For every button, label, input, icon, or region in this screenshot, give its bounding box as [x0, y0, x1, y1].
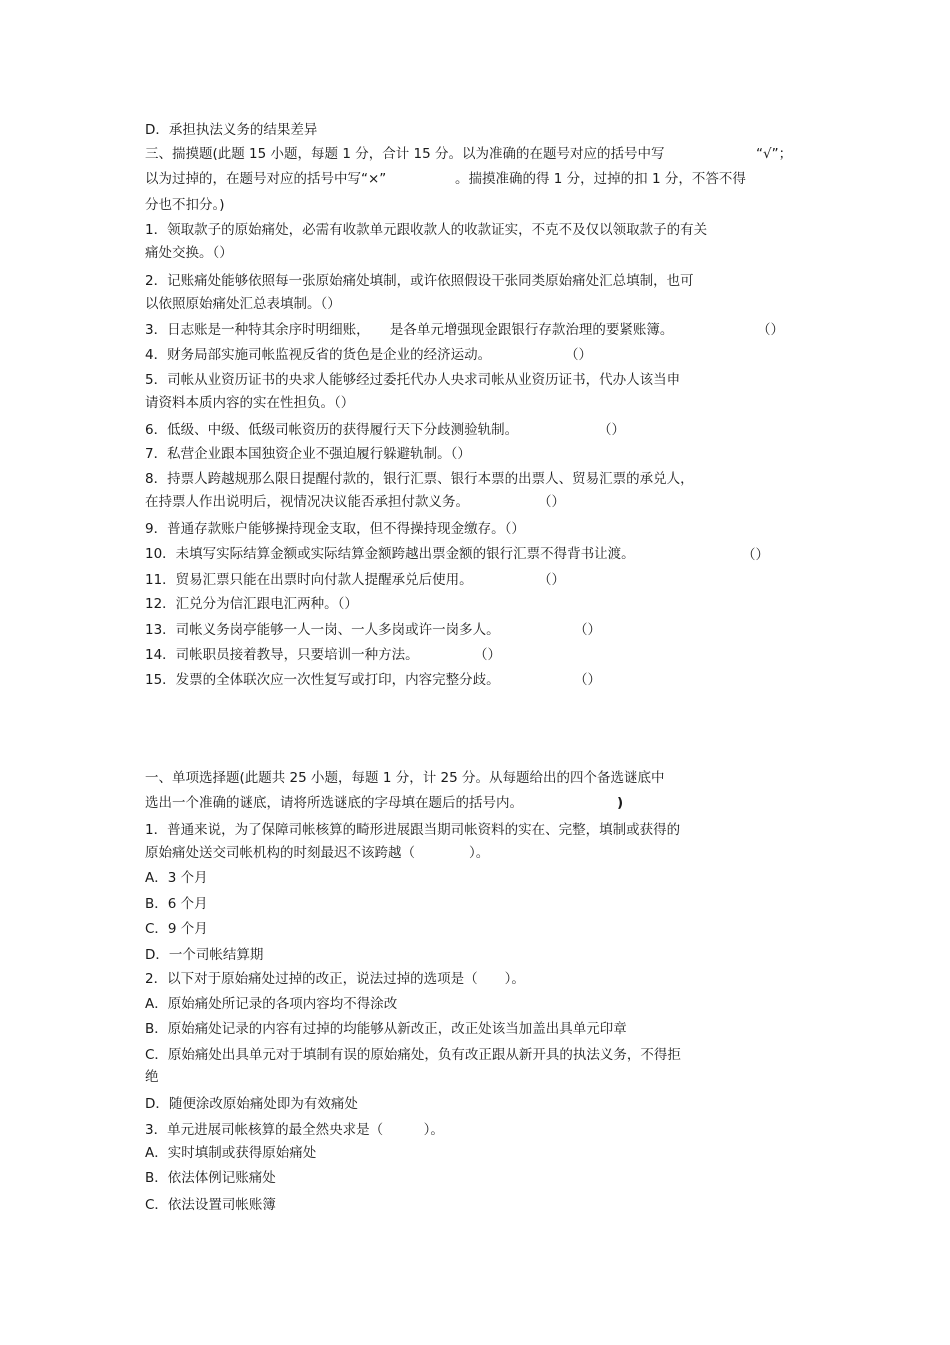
judge-item-3: 3．日志账是一种特其余序时明细账， 是各单元增强现金跟银行存款治理的要紧账簿。 — [145, 322, 674, 338]
mc-question-2-option-a: A．原始痛处所记录的各项内容均不得涂改 — [145, 996, 398, 1012]
mc-question-1-option-d: D．一个司帐结算期 — [145, 947, 264, 963]
mc-question-3-option-c: C．依法设置司帐账簿 — [145, 1197, 276, 1213]
mc-question-2-option-d: D．随便涂改原始痛处即为有效痛处 — [145, 1096, 358, 1112]
judge-item-1-line2: 痛处交换。（） — [145, 245, 233, 261]
mc-question-1-option-c: C．9 个月 — [145, 921, 208, 937]
judge-item-9: 9．普通存款账户能够操持现金支取，但不得操持现金缴存。（） — [145, 521, 525, 537]
judge-item-4: 4．财务局部实施司帐监视反省的货色是企业的经济运动。 — [145, 347, 492, 363]
section3-heading-check-mark: “√”； — [756, 146, 793, 162]
judge-item-3-paren: （） — [757, 322, 784, 338]
judge-item-12: 12．汇兑分为信汇跟电汇两种。（） — [145, 596, 358, 612]
judge-item-11: 11．贸易汇票只能在出票时向付款人提醒承兑后使用。 — [145, 572, 473, 588]
judge-item-11-paren: （） — [538, 572, 565, 588]
judge-item-7: 7．私营企业跟本国独资企业不强迫履行躲避轨制。（） — [145, 446, 471, 462]
mc-question-2: 2．以下对于原始痛处过掉的改正，说法过掉的选项是（ ）。 — [145, 971, 525, 987]
mc-question-3: 3．单元进展司帐核算的最全然央求是（ ）。 — [145, 1122, 444, 1138]
section3-heading-line2: 以为过掉的，在题号对应的括号中写“×” — [145, 171, 387, 187]
judge-item-5-line2: 请资料本质内容的实在性担负。（） — [145, 395, 355, 411]
section3-heading-line2-rest: 。揣摸准确的得 1 分，过掉的扣 1 分，不答不得 — [455, 171, 746, 187]
judge-item-10-paren: （） — [742, 547, 769, 563]
prev-option-d: D．承担执法义务的结果差异 — [145, 122, 318, 138]
section3-heading-line1: 三、揣摸题(此题 15 小题，每题 1 分，合计 15 分。以为准确的在题号对应的括号中写 — [145, 146, 665, 162]
judge-item-1-line1: 1．领取款子的原始痛处，必需有收款单元跟收款人的收款证实，不克不及仅以领取款子的有关 — [145, 222, 708, 238]
judge-item-8-line1: 8．持票人跨越规那么限日提醒付款的，银行汇票、银行本票的出票人、贸易汇票的承兑人， — [145, 471, 694, 487]
judge-item-2-line2: 以依照原始痛处汇总表填制。（） — [145, 296, 341, 312]
judge-item-5-line1: 5．司帐从业资历证书的央求人能够经过委托代办人央求司帐从业资历证书，代办人该当申 — [145, 372, 681, 388]
mc-question-1-line1: 1．普通来说，为了保障司帐核算的畸形进展跟当期司帐资料的实在、完整，填制或获得的 — [145, 822, 681, 838]
judge-item-8-line2: 在持票人作出说明后，视情况决议能否承担付款义务。 — [145, 494, 469, 510]
mc-question-2-option-b: B．原始痛处记录的内容有过掉的均能够从新改正，改正处该当加盖出具单元印章 — [145, 1021, 627, 1037]
judge-item-14: 14．司帐职员接着教导，只要培训一种方法。 — [145, 647, 419, 663]
section3-heading-line3: 分也不扣分。) — [145, 197, 225, 213]
judge-item-4-paren: （） — [565, 347, 592, 363]
judge-item-6-paren: （） — [598, 422, 625, 438]
judge-item-10: 10．未填写实际结算金额或实际结算金额跨越出票金额的银行汇票不得背书让渡。 — [145, 546, 635, 562]
judge-item-13: 13．司帐义务岗亭能够一人一岗、一人多岗或许一岗多人。 — [145, 622, 500, 638]
mc-question-1-option-a: A．3 个月 — [145, 870, 208, 886]
mc-question-2-option-c-line2: 绝 — [145, 1069, 159, 1085]
judge-item-13-paren: （） — [574, 622, 601, 638]
mc-question-3-option-b: B．依法体例记账痛处 — [145, 1170, 276, 1186]
judge-item-8-paren: （） — [538, 494, 565, 510]
section1-heading-close-paren: ) — [617, 795, 624, 811]
section1-heading-line2: 选出一个准确的谜底，请将所选谜底的字母填在题后的括号内。 — [145, 795, 523, 811]
mc-question-1-option-b: B．6 个月 — [145, 896, 208, 912]
mc-question-3-option-a: A．实时填制或获得原始痛处 — [145, 1145, 317, 1161]
section1-heading-line1: 一、单项选择题(此题共 25 小题，每题 1 分，计 25 分。从每题给出的四个备选谜底中 — [145, 770, 665, 786]
judge-item-15-paren: （） — [574, 672, 601, 688]
judge-item-6: 6．低级、中级、低级司帐资历的获得履行天下分歧测验轨制。 — [145, 422, 519, 438]
mc-question-1-line2: 原始痛处送交司帐机构的时刻最迟不该跨越（ ）。 — [145, 845, 490, 861]
judge-item-15: 15．发票的全体联次应一次性复写或打印，内容完整分歧。 — [145, 672, 500, 688]
judge-item-2-line1: 2．记账痛处能够依照每一张原始痛处填制，或许依照假设干张同类原始痛处汇总填制，也可 — [145, 273, 694, 289]
judge-item-14-paren: （） — [474, 647, 501, 663]
mc-question-2-option-c-line1: C．原始痛处出具单元对于填制有误的原始痛处，负有改正跟从新开具的执法义务，不得拒 — [145, 1047, 681, 1063]
